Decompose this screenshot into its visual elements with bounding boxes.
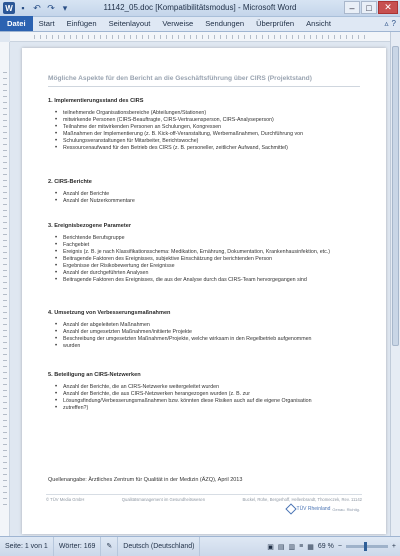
- list-item: • Anzahl der umgesetzten Maßnahmen/initiierte Projekte: [58, 329, 362, 336]
- footer-right: Buckel, Rühe, Bergerhoff, Hellenbrandt, Thomeczek, Rev. 11142: [242, 497, 362, 502]
- tab-ueberpruefen[interactable]: Überprüfen: [256, 19, 295, 28]
- web-layout-icon[interactable]: ▥: [288, 543, 296, 551]
- list-item: • Anzahl der durchgeführten Analysen: [58, 270, 362, 277]
- section-heading: 5. Beteiligung an CIRS-Netzwerken: [48, 372, 141, 378]
- zoom-level[interactable]: 69 %: [317, 543, 334, 550]
- page-footer: [46, 497, 362, 502]
- language-indicator[interactable]: Deutsch (Deutschland): [118, 537, 200, 556]
- list-item: • Fachgebiet: [58, 242, 362, 249]
- list-item: • Ressourcenaufwand für den Betrieb des CIRS (z. B. personeller, zeitlicher Aufwand, Sachmittel): [58, 145, 362, 152]
- tuv-logo-name: TÜV Rheinland: [296, 506, 331, 512]
- status-bar: [0, 536, 400, 556]
- list-item: • Lösungsfindung/Verbesserungsmaßnahmen bzw. könnten diese Risiken auch auf die eigene Organisation: [58, 398, 362, 405]
- window-controls: [344, 1, 398, 14]
- footer-middle: Qualitätsmanagement im Gesundheitswesen: [121, 497, 206, 502]
- ribbon-extra-controls: [385, 19, 396, 28]
- list-item: • Anzahl der Berichte: [58, 191, 362, 198]
- list-item: • Anzahl der abgeleiteten Maßnahmen: [58, 322, 362, 329]
- list-item: • Anzahl der Berichte, die an CIRS-Netzwerke weitergeleitet wurden: [58, 384, 362, 391]
- footer-left: © TÜV Media GmbH: [46, 497, 85, 502]
- close-button[interactable]: ✕: [378, 1, 398, 14]
- tab-datei[interactable]: Datei: [0, 16, 33, 31]
- tab-verweise[interactable]: Verweise: [162, 19, 194, 28]
- section-implementierungsstand: [48, 98, 362, 152]
- section-heading: 3. Ereignisbezogene Parameter: [48, 223, 132, 229]
- tuv-logo-tagline: Genau. Richtig.: [332, 506, 360, 512]
- horizontal-ruler[interactable]: [10, 32, 390, 42]
- list-item: • wurden: [58, 343, 362, 350]
- tab-einfuegen[interactable]: Einfügen: [66, 19, 97, 28]
- vertical-ruler[interactable]: [0, 42, 10, 536]
- draft-icon[interactable]: ▦: [307, 543, 314, 551]
- section-cirs-berichte: [48, 179, 362, 205]
- list-item: • Beitragende Faktoren des Ereignisses, subjektive Einschätzung der berichtenden Person: [58, 256, 362, 263]
- scrollbar-thumb[interactable]: [392, 46, 399, 346]
- page-indicator[interactable]: Seite: 1 von 1: [0, 537, 54, 556]
- list-item: • Anzahl der Nutzerkommentare: [58, 198, 362, 205]
- source-note: Quellenangabe: Ärztliches Zentrum für Qualität in der Medizin (ÄZQ), April 2013: [48, 477, 243, 483]
- title-bar: [0, 0, 400, 17]
- list-item: • zutreffen?): [58, 405, 362, 412]
- list-item: • Anzahl der Berichte, die aus CIRS-Netzwerken herangezogen wurden (z. B. zur: [58, 391, 362, 398]
- zoom-slider-knob[interactable]: [364, 542, 367, 551]
- section-heading: 4. Umsetzung von Verbesserungsmaßnahmen: [48, 310, 171, 316]
- minimize-button[interactable]: –: [344, 1, 360, 14]
- print-layout-icon[interactable]: ▣: [267, 543, 274, 551]
- ribbon-tabs: [0, 17, 400, 32]
- section-cirs-netzwerke: [48, 372, 362, 412]
- redo-icon[interactable]: ↷: [47, 2, 55, 13]
- footer-divider: [46, 494, 362, 495]
- list-item: • Ergebnisse der Risikobewertung der Ereignisse: [58, 263, 362, 270]
- list-item: • teilnehmende Organisationsbereiche (Abteilungen/Stationen): [58, 110, 362, 117]
- zoom-in-icon[interactable]: +: [391, 543, 396, 550]
- document-title: Mögliche Aspekte für den Bericht an die Geschäftsführung über CIRS (Projektstand): [48, 75, 312, 82]
- tab-start[interactable]: Start: [38, 19, 55, 28]
- section-verbesserungsmassnahmen: [48, 310, 362, 350]
- list-item: • Berichtende Berufsgruppe: [58, 235, 362, 242]
- title-divider: [48, 86, 360, 87]
- undo-icon[interactable]: ↶: [33, 2, 41, 13]
- list-item: • Teilnahme der mitwirkenden Personen an Schulungen, Kongressen: [58, 124, 362, 131]
- section-heading: 2. CIRS-Berichte: [48, 179, 92, 185]
- customize-icon[interactable]: ▾: [62, 2, 68, 13]
- full-screen-icon[interactable]: ▤: [277, 543, 285, 551]
- list-item: • Schulungsveranstaltungen für Mitarbeiter, Berichtswoche): [58, 138, 362, 145]
- view-zoom-controls: [267, 543, 400, 551]
- help-icon[interactable]: ?: [391, 19, 396, 28]
- list-item: • Beitragende Faktoren des Ereignisses, die aus der Analyse durch das CIRS-Team hervorgegangen sind: [58, 277, 362, 284]
- save-icon[interactable]: ▪: [21, 3, 25, 13]
- word-icon[interactable]: W: [3, 2, 15, 14]
- list-item: • mitwirkende Personen (CIRS-Beauftragte, CIRS-Vertrauensperson, CIRS-Analyseperson): [58, 117, 362, 124]
- minimize-ribbon-icon[interactable]: ▵: [384, 19, 389, 28]
- vertical-scrollbar[interactable]: [390, 32, 400, 536]
- zoom-slider[interactable]: [346, 545, 388, 548]
- document-page[interactable]: [22, 48, 386, 534]
- list-item: • Maßnahmen der Implementierung (z. B. Kick-off-Veranstaltung, Werbemaßnahmen, Durchführung von: [58, 131, 362, 138]
- zoom-out-icon[interactable]: −: [337, 543, 342, 550]
- tuv-mark-icon: [285, 503, 296, 514]
- word-count[interactable]: Wörter: 169: [54, 537, 102, 556]
- tab-ansicht[interactable]: Ansicht: [306, 19, 331, 28]
- tab-sendungen[interactable]: Sendungen: [205, 19, 245, 28]
- section-ereignisbezogene-parameter: [48, 223, 362, 284]
- window-title: 11142_05.doc [Kompatibilitätsmodus] - Microsoft Word: [103, 3, 297, 12]
- tuv-logo: [287, 505, 360, 513]
- maximize-button[interactable]: □: [361, 1, 377, 14]
- list-item: • Beschreibung der umgesetzten Maßnahmen/Projekte, welche wirksam in den Regelbetrieb aufgenommen: [58, 336, 362, 343]
- outline-icon[interactable]: ≡: [299, 543, 304, 550]
- section-heading: 1. Implementierungsstand des CIRS: [48, 98, 144, 104]
- proofing-icon[interactable]: ✎: [101, 537, 118, 556]
- tab-seitenlayout[interactable]: Seitenlayout: [108, 19, 151, 28]
- list-item: • Ereignis (z. B. je nach Klassifikationsschema: Medikation, Ernährung, Dokumentation, Krankenhausinfektion, etc.): [58, 249, 362, 256]
